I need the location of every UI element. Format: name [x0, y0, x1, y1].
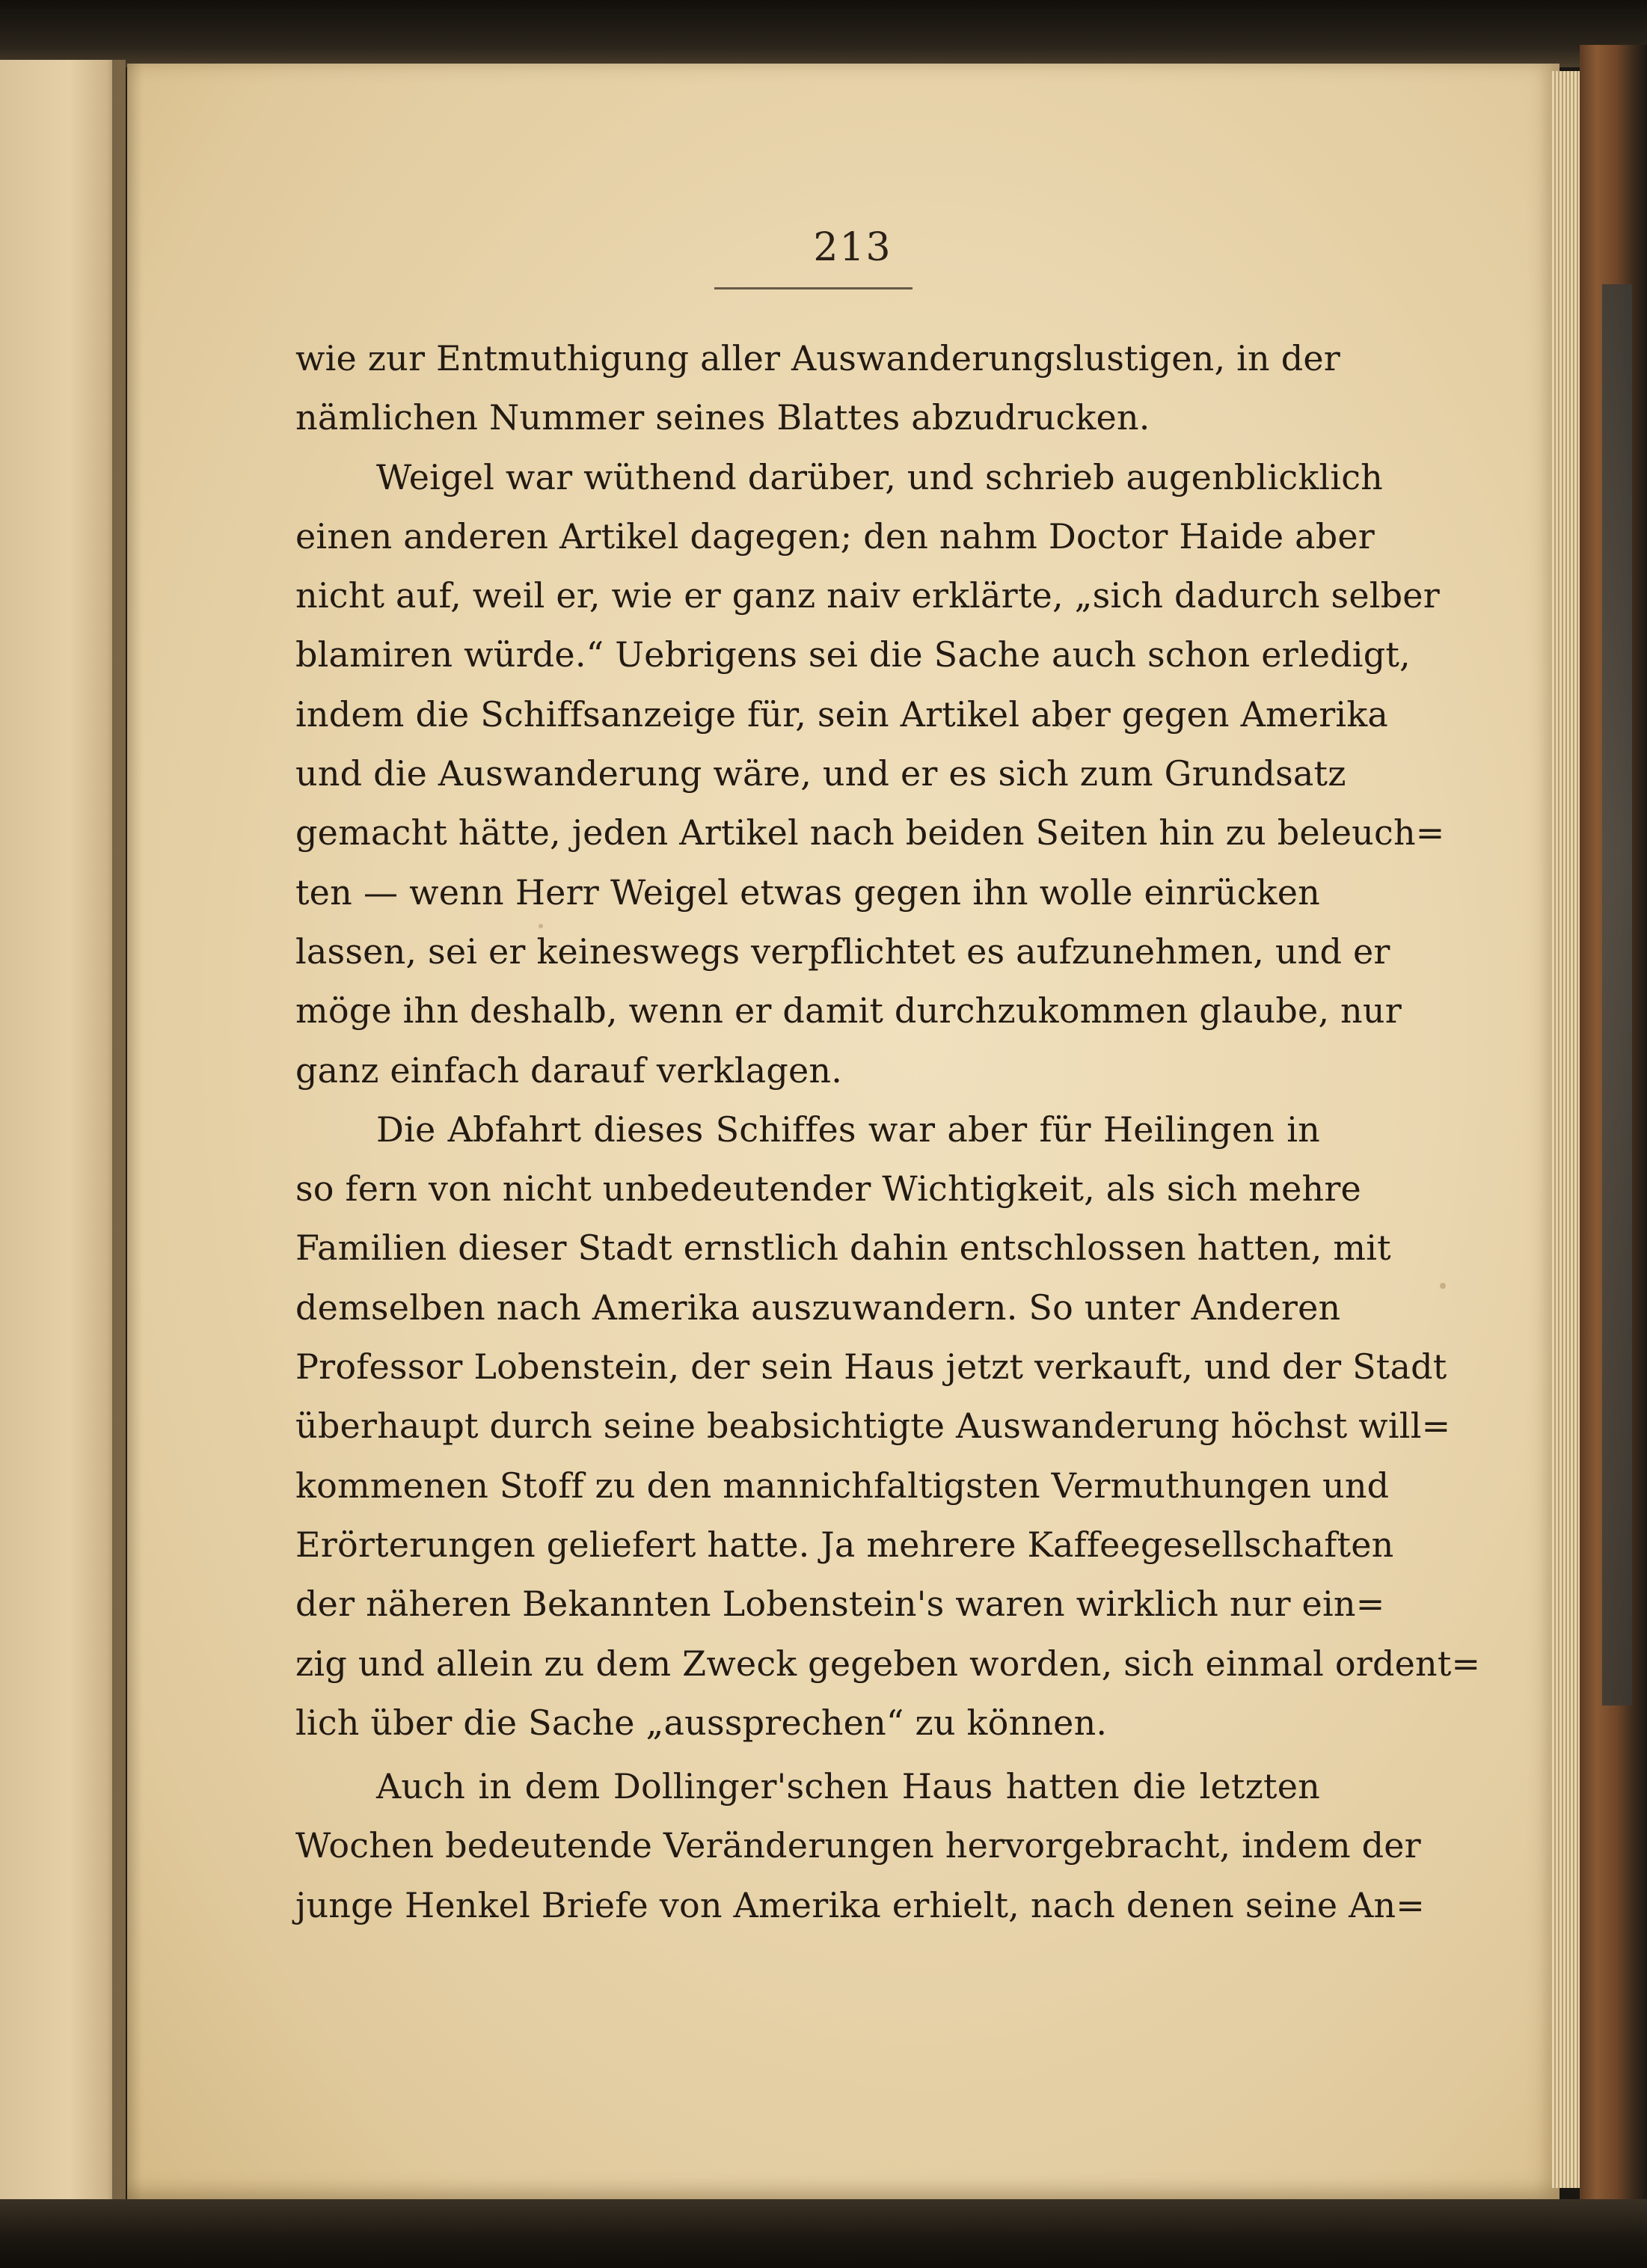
- text-line: lich über die Sache „aussprechen“ zu können.: [295, 1702, 1108, 1743]
- text-line: der näheren Bekannten Lobenstein's waren wirklich nur ein=: [295, 1584, 1385, 1625]
- binding-cloth-strip: [1602, 284, 1632, 1705]
- foxing-spot: [1440, 1283, 1446, 1289]
- text-line: demselben nach Amerika auszuwandern. So unter Anderen: [295, 1287, 1341, 1328]
- text-line: Wochen bedeutende Veränderungen hervorgebracht, indem der: [295, 1825, 1421, 1866]
- text-line: Erörterungen geliefert hatte. Ja mehrere Kaffeegesellschaften: [295, 1524, 1394, 1565]
- body-text: [295, 329, 1481, 1935]
- text-line: wie zur Entmuthigung aller Auswanderungslustigen, in der: [295, 338, 1340, 378]
- text-line: kommenen Stoff zu den mannichfaltigsten Vermuthungen und: [295, 1465, 1390, 1506]
- text-line: ten — wenn Herr Weigel etwas gegen ihn wolle einrücken: [295, 871, 1320, 913]
- text-line: Weigel war wüthend darüber, und schrieb augenblicklich: [376, 456, 1384, 497]
- text-line: Die Abfahrt dieses Schiffes war aber für Heilingen in: [376, 1109, 1320, 1150]
- text-line: gemacht hätte, jeden Artikel nach beiden Seiten hin zu beleuch=: [295, 812, 1445, 853]
- text-line: ganz einfach darauf verklagen.: [295, 1049, 843, 1091]
- text-line: zig und allein zu dem Zweck gegeben worden, sich einmal ordent=: [295, 1643, 1481, 1684]
- binding-bottom-edge: [0, 2199, 1647, 2268]
- gutter-shadow: [112, 60, 142, 2214]
- page-number: 213: [813, 225, 892, 270]
- page-number-rule: [714, 287, 913, 289]
- text-line: so fern von nicht unbedeutender Wichtigkeit, als sich mehre: [295, 1168, 1361, 1210]
- text-line: Professor Lobenstein, der sein Haus jetzt verkauft, und der Stadt: [295, 1346, 1447, 1388]
- text-line: Familien dieser Stadt ernstlich dahin entschlossen hatten, mit: [295, 1228, 1391, 1269]
- text-line: nämlichen Nummer seines Blattes abzudrucken.: [295, 397, 1150, 438]
- text-line: junge Henkel Briefe von Amerika erhielt, nach denen seine An=: [295, 1884, 1426, 1925]
- text-line: Auch in dem Dollinger'schen Haus hatten die letzten: [376, 1766, 1320, 1807]
- text-line: einen anderen Artikel dagegen; den nahm Doctor Haide aber: [295, 515, 1375, 557]
- text-line: und die Auswanderung wäre, und er es sich zum Grundsatz: [295, 753, 1346, 794]
- text-line: überhaupt durch seine beabsichtigte Auswanderung höchst will=: [295, 1406, 1451, 1447]
- facing-page-edge: [0, 60, 126, 2214]
- text-line: indem die Schiffsanzeige für, sein Artikel aber gegen Amerika: [295, 693, 1389, 735]
- page-stack-edges: [1552, 71, 1582, 2188]
- text-line: möge ihn deshalb, wenn er damit durchzukommen glaube, nur: [295, 990, 1402, 1032]
- text-line: nicht auf, weil er, wie er ganz naiv erklärte, „sich dadurch selber: [295, 575, 1440, 616]
- text-line: blamiren würde.“ Uebrigens sei die Sache auch schon erledigt,: [295, 634, 1411, 675]
- binding-top-edge: [0, 0, 1647, 67]
- text-line: lassen, sei er keineswegs verpflichtet es aufzunehmen, und er: [295, 931, 1390, 972]
